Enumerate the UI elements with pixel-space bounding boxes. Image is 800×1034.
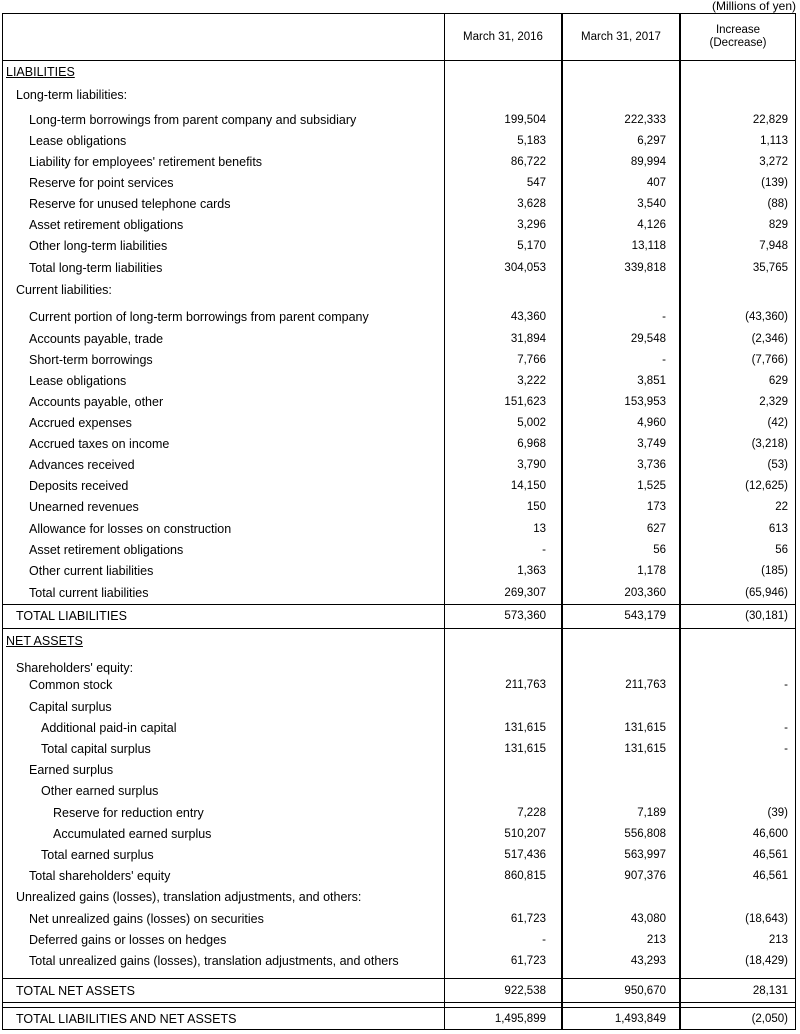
cell-c2: 907,376 <box>624 870 666 882</box>
cell-c1: 14,150 <box>510 480 546 492</box>
cell-c2 <box>563 760 666 781</box>
cell-c1: 131,615 <box>504 743 546 755</box>
cell-c1: 510,207 <box>504 828 546 840</box>
row-common-stock <box>3 675 795 696</box>
cell-c3: 213 <box>768 934 788 946</box>
cell-c2 <box>563 697 666 718</box>
cell-c3: 7,948 <box>759 240 788 252</box>
balance-sheet-table <box>2 13 796 1030</box>
row-label: NET ASSETS <box>6 634 83 648</box>
cell-c1 <box>441 760 546 781</box>
row-label: Asset retirement obligations <box>29 543 184 557</box>
cell-c1: 269,307 <box>504 587 546 599</box>
cell-c3 <box>681 62 788 83</box>
row-label: Accrued expenses <box>29 416 132 430</box>
header-increase-decrease <box>681 14 795 60</box>
cell-c2: 1,493,849 <box>614 1013 666 1025</box>
row-net-unrealized-securities <box>3 909 795 930</box>
cell-c3: (185) <box>761 565 788 577</box>
cell-c3: 28,131 <box>752 985 788 997</box>
row-total-net-assets <box>3 981 795 1002</box>
header-march-2017: March 31, 2017 <box>581 30 661 43</box>
cell-c1: 1,495,899 <box>494 1013 546 1025</box>
cell-c3: (3,218) <box>751 438 788 450</box>
cell-c2: 3,851 <box>637 375 666 387</box>
row-accrued-taxes <box>3 434 795 455</box>
row-total-unrealized <box>3 951 795 972</box>
cell-c3 <box>681 887 788 908</box>
row-label: Total capital surplus <box>41 742 151 756</box>
row-label: Earned surplus <box>29 763 114 777</box>
section-liabilities <box>3 62 795 83</box>
row-label: LIABILITIES <box>6 65 75 79</box>
cell-c1: 13 <box>533 523 546 535</box>
row-label: Deposits received <box>29 479 129 493</box>
cell-c2: 222,333 <box>624 114 666 126</box>
row-reserve-reduction <box>3 803 795 824</box>
cell-c1 <box>441 85 546 106</box>
cell-c3 <box>681 631 788 652</box>
row-total-long-term <box>3 258 795 279</box>
row-total-earned-surplus <box>3 845 795 866</box>
total-net-assets-rule-top <box>3 978 795 979</box>
row-label: Unearned revenues <box>29 500 139 514</box>
cell-c1: 5,183 <box>517 135 546 147</box>
row-label: Total shareholders' equity <box>29 869 171 883</box>
header-rule <box>3 60 795 61</box>
cell-c1: 61,723 <box>510 955 546 967</box>
cell-c2: 6,297 <box>637 135 666 147</box>
row-label: Long-term borrowings from parent company and subsidiary <box>29 113 357 127</box>
row-label: Accumulated earned surplus <box>53 827 212 841</box>
cell-c3: 22 <box>775 501 788 513</box>
cell-c3: 2,329 <box>759 396 788 408</box>
cell-c3: (2,346) <box>751 333 788 345</box>
cell-c2: 29,548 <box>630 333 666 345</box>
grand-total-rule <box>3 1007 795 1008</box>
row-unearned-revenues <box>3 497 795 518</box>
cell-c3: 46,561 <box>752 849 788 861</box>
cell-c1: 3,628 <box>517 198 546 210</box>
row-advances-received <box>3 455 795 476</box>
cell-c2: 3,749 <box>637 438 666 450</box>
cell-c1: 573,360 <box>504 610 546 622</box>
cell-c1 <box>441 631 546 652</box>
row-allowance-construction <box>3 519 795 540</box>
row-label: Accounts payable, other <box>29 395 164 409</box>
row-deposits-received <box>3 476 795 497</box>
cell-c3: 46,561 <box>752 870 788 882</box>
cell-c1: 860,815 <box>504 870 546 882</box>
cell-c3: (88) <box>767 198 788 210</box>
cell-c2: 153,953 <box>624 396 666 408</box>
row-label: Total earned surplus <box>41 848 154 862</box>
cell-c2: 4,126 <box>637 219 666 231</box>
cell-c3: (12,625) <box>745 480 788 492</box>
row-label: Other earned surplus <box>41 784 159 798</box>
cell-c3: 22,829 <box>752 114 788 126</box>
row-label: Shareholders' equity: <box>16 661 134 675</box>
cell-c3: 3,272 <box>759 156 788 168</box>
cell-c2: 213 <box>646 934 666 946</box>
row-label: Current portion of long-term borrowings from parent company <box>29 310 369 324</box>
group-capital-surplus <box>3 697 795 718</box>
cell-c2: 13,118 <box>631 240 666 252</box>
row-label: TOTAL LIABILITIES <box>16 609 127 623</box>
row-long-term-borrowings <box>3 110 795 131</box>
row-asset-retirement-lt <box>3 215 795 236</box>
row-label: Advances received <box>29 458 135 472</box>
cell-c3 <box>681 697 788 718</box>
row-total-shareholders-equity <box>3 866 795 887</box>
row-label: Long-term liabilities: <box>16 88 128 102</box>
row-label: Accrued taxes on income <box>29 437 170 451</box>
cell-c1: 3,222 <box>517 375 546 387</box>
cell-c3: 35,765 <box>752 262 788 274</box>
cell-c2: 339,818 <box>624 262 666 274</box>
cell-c3: - <box>784 679 788 691</box>
total-liabilities-rule-bottom <box>3 628 795 629</box>
row-total-capital-surplus <box>3 739 795 760</box>
cell-c3: (2,050) <box>751 1013 788 1025</box>
cell-c2 <box>563 85 666 106</box>
cell-c3: 829 <box>768 219 788 231</box>
cell-c1: 6,968 <box>517 438 546 450</box>
cell-c2: 627 <box>646 523 666 535</box>
cell-c3: 56 <box>775 544 788 556</box>
cell-c1: 7,766 <box>517 354 546 366</box>
cell-c2: 563,997 <box>624 849 666 861</box>
cell-c2 <box>563 280 666 301</box>
cell-c3: (30,181) <box>745 610 788 622</box>
row-reserve-point-services <box>3 173 795 194</box>
row-label: Other current liabilities <box>29 564 154 578</box>
row-accounts-payable-other <box>3 392 795 413</box>
row-other-long-term <box>3 236 795 257</box>
cell-c1 <box>441 280 546 301</box>
cell-c3 <box>681 760 788 781</box>
cell-c3: (139) <box>761 177 788 189</box>
cell-c2: 89,994 <box>630 156 666 168</box>
cell-c1: 86,722 <box>510 156 546 168</box>
header-march-2016: March 31, 2016 <box>463 30 543 43</box>
cell-c3 <box>681 781 788 802</box>
cell-c2: 211,763 <box>625 679 666 691</box>
cell-c2 <box>563 631 666 652</box>
cell-c2: 3,736 <box>637 459 666 471</box>
row-label: Short-term borrowings <box>29 353 153 367</box>
row-accrued-expenses <box>3 413 795 434</box>
unit-note: (Millions of yen) <box>711 0 796 13</box>
cell-c1: 5,002 <box>517 417 546 429</box>
row-label: Reserve for point services <box>29 176 174 190</box>
cell-c2: 1,525 <box>637 480 666 492</box>
cell-c1: 211,763 <box>505 679 546 691</box>
cell-c3 <box>681 280 788 301</box>
cell-c3: 629 <box>768 375 788 387</box>
cell-c1: 304,053 <box>504 262 546 274</box>
row-label: Additional paid-in capital <box>41 721 177 735</box>
cell-c2: 131,615 <box>624 743 666 755</box>
group-other-earned-surplus <box>3 781 795 802</box>
cell-c2: 950,670 <box>624 985 666 997</box>
group-earned-surplus <box>3 760 795 781</box>
cell-c2: 173 <box>646 501 666 513</box>
cell-c2: 407 <box>646 177 666 189</box>
cell-c1 <box>441 62 546 83</box>
cell-c1 <box>441 781 546 802</box>
cell-c3: (7,766) <box>751 354 788 366</box>
cell-c1: 150 <box>526 501 546 513</box>
cell-c1: 31,894 <box>510 333 546 345</box>
cell-c1: 3,296 <box>517 219 546 231</box>
row-lease-obligations-current <box>3 371 795 392</box>
cell-c1: 5,170 <box>517 240 546 252</box>
cell-c1: 61,723 <box>510 913 546 925</box>
cell-c3: (39) <box>767 807 788 819</box>
header-increase: Increase <box>715 24 761 36</box>
cell-c3: 613 <box>768 523 788 535</box>
row-label: Common stock <box>29 678 113 692</box>
row-label: Net unrealized gains (losses) on securities <box>29 912 264 926</box>
cell-c2: 7,189 <box>637 807 666 819</box>
cell-c3: (42) <box>767 417 788 429</box>
row-asset-retirement-current <box>3 540 795 561</box>
row-label: Lease obligations <box>29 374 127 388</box>
cell-c2: 4,960 <box>637 417 666 429</box>
row-label: Total unrealized gains (losses), translation adjustments, and others <box>29 954 399 968</box>
cell-c2: 203,360 <box>624 587 666 599</box>
cell-c1 <box>441 887 546 908</box>
row-grand-total <box>3 1009 795 1030</box>
cell-c1: 547 <box>526 177 546 189</box>
cell-c1: 43,360 <box>510 311 546 323</box>
header-decrease: (Decrease) <box>709 37 767 49</box>
total-liabilities-rule-top <box>3 604 795 605</box>
row-total-current <box>3 583 795 604</box>
cell-c2: 543,179 <box>624 610 666 622</box>
cell-c3: 1,113 <box>760 135 788 147</box>
row-label: Liability for employees' retirement benefits <box>29 155 263 169</box>
cell-c2: 131,615 <box>624 722 666 734</box>
row-accumulated-earned <box>3 824 795 845</box>
cell-c3: - <box>784 722 788 734</box>
row-label: Other long-term liabilities <box>29 239 168 253</box>
row-label: Reserve for unused telephone cards <box>29 197 231 211</box>
cell-c2: - <box>662 311 666 323</box>
cell-c3: (43,360) <box>745 311 788 323</box>
cell-c1 <box>441 697 546 718</box>
row-label: Capital surplus <box>29 700 112 714</box>
row-label: Lease obligations <box>29 134 127 148</box>
cell-c2: 43,293 <box>630 955 666 967</box>
row-label: TOTAL LIABILITIES AND NET ASSETS <box>16 1012 237 1026</box>
row-label: Reserve for reduction entry <box>53 806 204 820</box>
row-label: TOTAL NET ASSETS <box>16 984 136 998</box>
row-deferred-hedges <box>3 930 795 951</box>
row-label: Total long-term liabilities <box>29 261 163 275</box>
row-label: Allowance for losses on construction <box>29 522 232 536</box>
row-other-current <box>3 561 795 582</box>
section-net-assets <box>3 631 795 652</box>
cell-c1: - <box>542 544 546 556</box>
row-lease-obligations-lt <box>3 131 795 152</box>
cell-c1: 3,790 <box>517 459 546 471</box>
cell-c3 <box>681 85 788 106</box>
cell-c2 <box>563 781 666 802</box>
cell-c3: (18,643) <box>745 913 788 925</box>
cell-c3: 46,600 <box>752 828 788 840</box>
cell-c1: 1,363 <box>517 565 546 577</box>
cell-c2: 3,540 <box>637 198 666 210</box>
cell-c3: (18,429) <box>745 955 788 967</box>
cell-c1: 517,436 <box>504 849 546 861</box>
row-label: Asset retirement obligations <box>29 218 184 232</box>
cell-c2: 43,080 <box>630 913 666 925</box>
row-label: Total current liabilities <box>29 586 149 600</box>
row-label: Deferred gains or losses on hedges <box>29 933 227 947</box>
row-label: Current liabilities: <box>16 283 112 297</box>
cell-c2: 556,808 <box>624 828 666 840</box>
row-current-portion-borrowings <box>3 307 795 328</box>
row-retirement-benefits <box>3 152 795 173</box>
row-label: Accounts payable, trade <box>29 332 164 346</box>
cell-c2 <box>563 62 666 83</box>
row-additional-paid-in <box>3 718 795 739</box>
cell-c3: (65,946) <box>745 587 788 599</box>
row-accounts-payable-trade <box>3 329 795 350</box>
cell-c1: - <box>542 934 546 946</box>
cell-c1: 151,623 <box>504 396 546 408</box>
cell-c2: 1,178 <box>637 565 666 577</box>
cell-c2: - <box>662 354 666 366</box>
cell-c3: (53) <box>767 459 788 471</box>
cell-c1: 922,538 <box>504 985 546 997</box>
cell-c2: 56 <box>653 544 666 556</box>
group-current-liabilities <box>3 280 795 301</box>
group-unrealized-gains <box>3 887 795 908</box>
cell-c3: - <box>784 743 788 755</box>
cell-c1: 199,504 <box>504 114 546 126</box>
row-reserve-telephone-cards <box>3 194 795 215</box>
cell-c2 <box>563 887 666 908</box>
group-long-term-liabilities <box>3 85 795 106</box>
row-short-term-borrowings <box>3 350 795 371</box>
total-net-assets-rule-bottom <box>3 1002 795 1003</box>
row-total-liabilities <box>3 606 795 627</box>
cell-c1: 7,228 <box>517 807 546 819</box>
cell-c1: 131,615 <box>504 722 546 734</box>
row-label: Unrealized gains (losses), translation adjustments, and others: <box>16 890 362 904</box>
